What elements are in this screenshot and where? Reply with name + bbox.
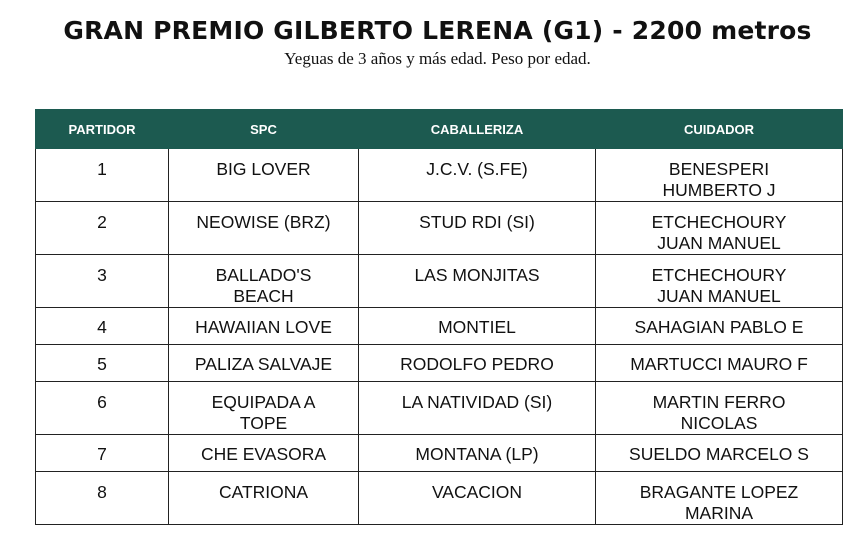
- page-subtitle: Yeguas de 3 años y más edad. Peso por edad.: [284, 49, 591, 68]
- cell-caballeriza: VACACION: [359, 472, 596, 525]
- cell-spc: BALLADO'S BEACH: [169, 255, 359, 308]
- cell-caballeriza: STUD RDI (SI): [359, 202, 596, 255]
- table-header-row: [36, 110, 843, 149]
- table-row: [36, 472, 843, 525]
- cell-cuidador: ETCHECHOURY JUAN MANUEL: [596, 202, 843, 255]
- cell-caballeriza: LA NATIVIDAD (SI): [359, 382, 596, 435]
- cell-partidor: 1: [36, 149, 169, 202]
- cell-caballeriza: MONTANA (LP): [359, 435, 596, 472]
- cell-caballeriza: LAS MONJITAS: [359, 255, 596, 308]
- race-entries-table: [35, 109, 843, 525]
- table-row: [36, 202, 843, 255]
- header-caballeriza: CABALLERIZA: [359, 110, 596, 149]
- cell-partidor: 8: [36, 472, 169, 525]
- table-row: [36, 345, 843, 382]
- table-row: [36, 382, 843, 435]
- cell-partidor: 7: [36, 435, 169, 472]
- cell-spc: BIG LOVER: [169, 149, 359, 202]
- cell-cuidador: MARTUCCI MAURO F: [596, 345, 843, 382]
- page-title: GRAN PREMIO GILBERTO LERENA (G1) - 2200 metros: [63, 16, 812, 45]
- header-cuidador: CUIDADOR: [596, 110, 843, 149]
- cell-caballeriza: MONTIEL: [359, 308, 596, 345]
- cell-spc: CHE EVASORA: [169, 435, 359, 472]
- header-spc: SPC: [169, 110, 359, 149]
- cell-cuidador: ETCHECHOURY JUAN MANUEL: [596, 255, 843, 308]
- cell-cuidador: BRAGANTE LOPEZ MARINA: [596, 472, 843, 525]
- cell-partidor: 5: [36, 345, 169, 382]
- cell-partidor: 6: [36, 382, 169, 435]
- cell-spc: PALIZA SALVAJE: [169, 345, 359, 382]
- table-row: [36, 149, 843, 202]
- table-row: [36, 435, 843, 472]
- cell-spc: HAWAIIAN LOVE: [169, 308, 359, 345]
- cell-partidor: 2: [36, 202, 169, 255]
- cell-caballeriza: RODOLFO PEDRO: [359, 345, 596, 382]
- cell-spc: EQUIPADA A TOPE: [169, 382, 359, 435]
- cell-spc: CATRIONA: [169, 472, 359, 525]
- cell-cuidador: BENESPERI HUMBERTO J: [596, 149, 843, 202]
- cell-partidor: 3: [36, 255, 169, 308]
- table-row: [36, 308, 843, 345]
- cell-spc: NEOWISE (BRZ): [169, 202, 359, 255]
- cell-cuidador: SUELDO MARCELO S: [596, 435, 843, 472]
- cell-cuidador: SAHAGIAN PABLO E: [596, 308, 843, 345]
- header-partidor: PARTIDOR: [36, 110, 169, 149]
- table-row: [36, 255, 843, 308]
- cell-cuidador: MARTIN FERRO NICOLAS: [596, 382, 843, 435]
- cell-caballeriza: J.C.V. (S.FE): [359, 149, 596, 202]
- cell-partidor: 4: [36, 308, 169, 345]
